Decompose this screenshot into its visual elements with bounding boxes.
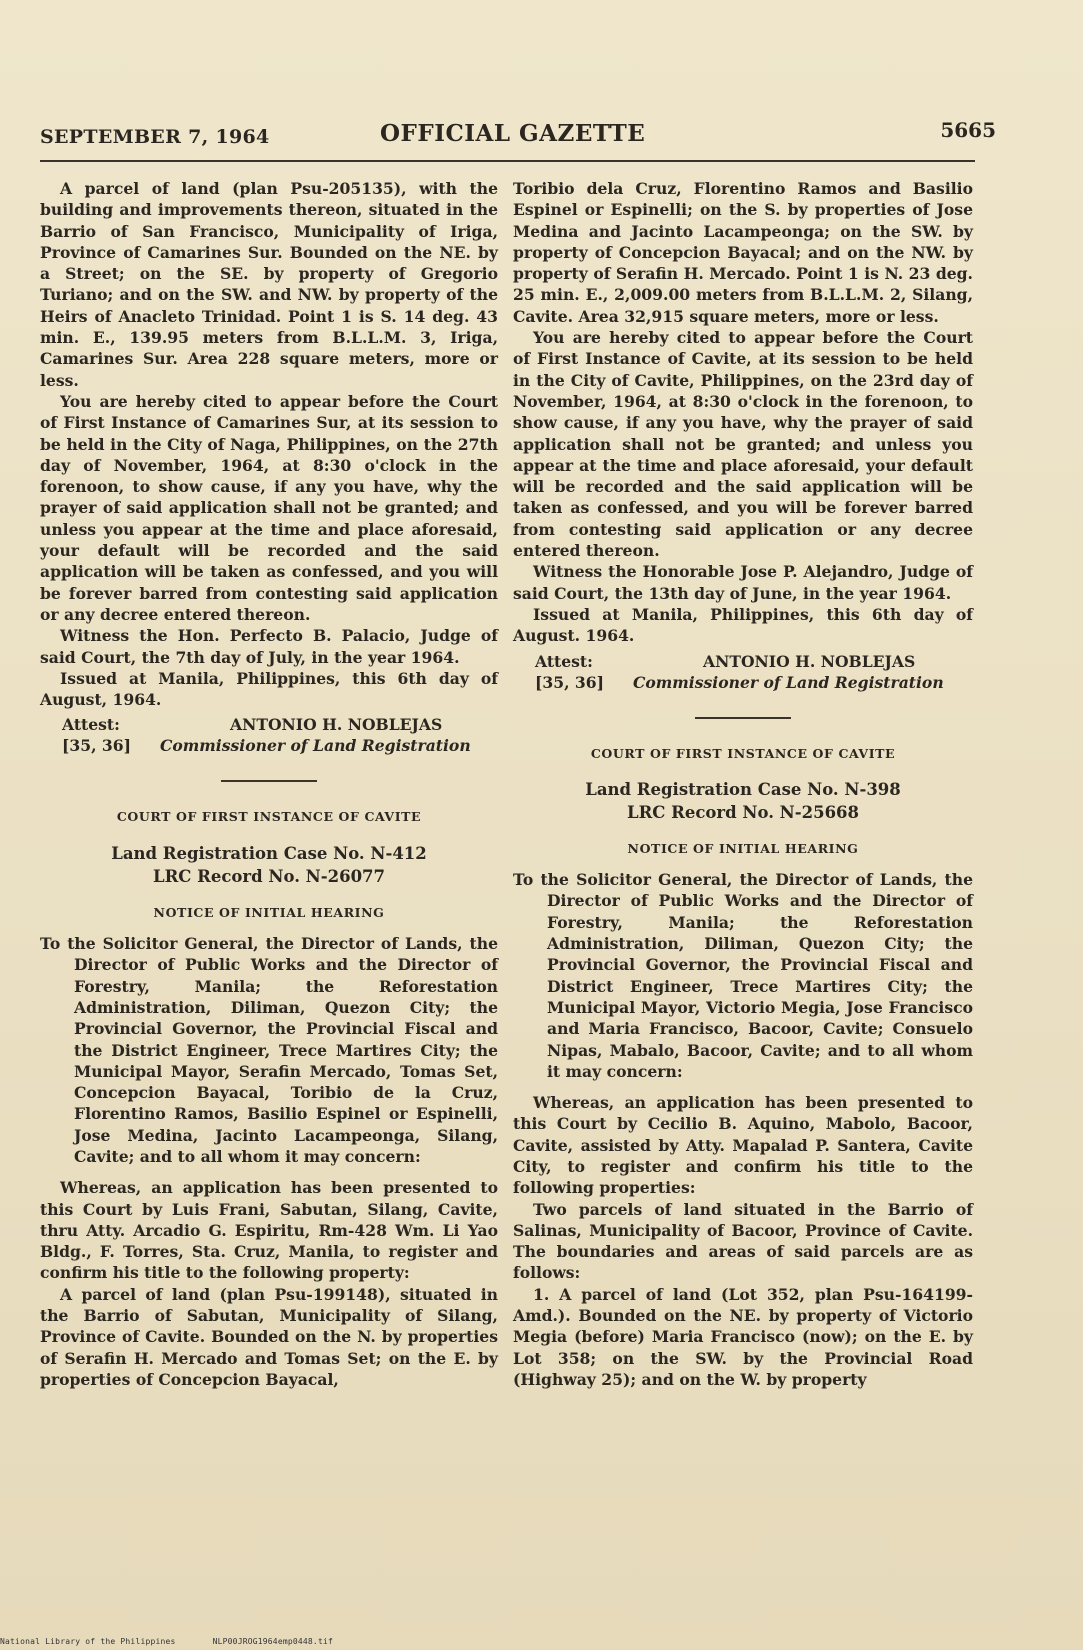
addressees: To the Solicitor General, the Director of Lands, the Director of Public Works and the Director of Forestry, Manila; the Reforestation Administration, Diliman, Quezon City; the Provincial Governor, the Provincial Fiscal and District Engineer, Trece Martires City; the Municipal Mayor, Victorio Megia, Jose Francisco and Maria Francisco, Bacoor, Cavite; Consuelo Nipas, Mabalo, Bacoor, Cavite; and to all whom it may concern: <box>513 870 973 1081</box>
right-column <box>513 178 973 1390</box>
attest-name: ANTONIO H. NOBLEJAS <box>230 715 443 735</box>
addressees: To the Solicitor General, the Director of Lands, the Director of Public Works and the Director of Forestry, Manila; the Reforestation Administration, Diliman, Quezon City; the Provincial Governor, the Provincial Fiscal and the District Engineer, Trece Martires City; the Municipal Mayor, Serafin Mercado, Tomas Set, Concepcion Bayacal, Toribio de la Cruz, Florentino Ramos, Basilio Espinel or Espinelli, Jose Medina, Jacinto Lacampeonga, Silang, Cavite; and to all whom it may concern: <box>40 934 498 1166</box>
paragraph: Two parcels of land situated in the Barrio of Salinas, Municipality of Bacoor, Province of Cavite. The boundaries and areas of said parcels are as follows: <box>513 1199 973 1283</box>
court-heading: COURT OF FIRST INSTANCE OF CAVITE <box>116 809 422 825</box>
case-number: Land Registration Case No. N-412 <box>111 843 427 863</box>
attest-label: Attest: <box>535 651 593 671</box>
attest-ref: [35, 36] <box>62 736 132 756</box>
paragraph: Witness the Hon. Perfecto B. Palacio, Judge of said Court, the 7th day of July, in the year 1964. <box>40 626 498 667</box>
file-name: NLP00JROG1964emp0448.tif <box>212 1637 334 1646</box>
paragraph: Issued at Manila, Philippines, this 6th day of August, 1964. <box>40 668 498 710</box>
library-credit: National Library of the Philippines <box>0 1637 176 1646</box>
paragraph: Whereas, an application has been presented to this Court by Cecilio B. Aquino, Mabolo, Bacoor, Cavite, assisted by Atty. Mapalad P. Santera, Cavite City, to register and confirm his title to the following properties: <box>513 1093 973 1198</box>
attestation <box>513 651 973 695</box>
notice-heading: NOTICE OF INITIAL HEARING <box>627 840 859 856</box>
attest-label: Attest: <box>62 715 120 735</box>
court-heading: COURT OF FIRST INSTANCE OF CAVITE <box>590 745 896 761</box>
case-number: Land Registration Case No. N-398 <box>585 779 901 799</box>
page-header <box>40 118 996 158</box>
attestation <box>40 714 498 758</box>
section-separator <box>221 780 317 782</box>
paragraph: 1. A parcel of land (Lot 352, plan Psu-164199-Amd.). Bounded on the NE. by property of Victorio Megia (before) Maria Francisco (now); on the E. by Lot 358; on the SW. by the Provincial Road (Highway 25); and on the W. by property <box>513 1284 973 1389</box>
attest-name: ANTONIO H. NOBLEJAS <box>703 651 916 671</box>
scan-footer <box>0 1637 365 1646</box>
record-number: LRC Record No. N-26077 <box>152 866 386 886</box>
section-separator <box>695 717 791 719</box>
publication-title: OFFICIAL GAZETTE <box>380 120 646 147</box>
paragraph: Whereas, an application has been presented to this Court by Luis Frani, Sabutan, Silang, Cavite, thru Atty. Arcadio G. Espiritu, Rm-428 Wm. Li Yao Bldg., F. Torres, Sta. Cruz, Manila, to register and confirm his title to the following property: <box>40 1178 498 1283</box>
left-column <box>40 178 498 1390</box>
paragraph: Witness the Honorable Jose P. Alejandro, Judge of said Court, the 13th day of June, in the year 1964. <box>513 562 973 603</box>
paragraph: You are hereby cited to appear before the Court of First Instance of Cavite, at its session to be held in the City of Cavite, Philippines, on the 23rd day of November, 1964, at 8:30 o'clock in the forenoon, to show cause, if any you have, why the prayer of said application shall not be granted; and unless you appear at the time and place aforesaid, your default will be recorded and the said application will be taken as confessed, and you will be forever barred from contesting said application or any decree entered thereon. <box>513 328 973 561</box>
notice-heading: NOTICE OF INITIAL HEARING <box>153 904 385 920</box>
record-number: LRC Record No. N-25668 <box>626 802 860 822</box>
attest-title: Commissioner of Land Registration <box>633 672 944 692</box>
page-number: 5665 <box>940 118 996 142</box>
paragraph: A parcel of land (plan Psu-205135), with the building and improvements thereon, situated in the Barrio of San Francisco, Municipality of Iriga, Province of Camarines Sur. Bounded on the NE. by a Street; on the SE. by property of Gregorio Turiano; and on the SW. and NW. by property of the Heirs of Anacleto Trinidad. Point 1 is S. 14 deg. 43 min. E., 139.95 meters from B.L.L.M. 3, Iriga, Camarines Sur. Area 228 square meters, more or less. <box>40 179 498 390</box>
issue-date: SEPTEMBER 7, 1964 <box>40 126 270 148</box>
paragraph: You are hereby cited to appear before the Court of First Instance of Camarines Sur, at its session to be held in the City of Naga, Philippines, on the 27th day of November, 1964, at 8:30 o'clock in the forenoon, to show cause, if any you have, why the prayer of said application shall not be granted; and unless you appear at the time and place aforesaid, your default will be recorded and the said application will be taken as confessed, and you will be forever barred from contesting said application or any decree entered thereon. <box>40 391 498 624</box>
attest-title: Commissioner of Land Registration <box>160 736 471 756</box>
paragraph: Toribio dela Cruz, Florentino Ramos and Basilio Espinel or Espinelli; on the S. by properties of Jose Medina and Jacinto Lacampeonga; on the SW. by property of Concepcion Bayacal; and on the NW. by property of Serafin H. Mercado. Point 1 is N. 23 deg. 25 min. E., 2,009.00 meters from B.L.L.M. 2, Silang, Cavite. Area 32,915 square meters, more or less. <box>513 179 973 326</box>
paragraph: Issued at Manila, Philippines, this 6th day of August. 1964. <box>513 604 973 646</box>
header-rule <box>40 160 975 162</box>
attest-ref: [35, 36] <box>535 672 605 692</box>
paragraph: A parcel of land (plan Psu-199148), situated in the Barrio of Sabutan, Municipality of Silang, Province of Cavite. Bounded on the N. by properties of Serafin H. Mercado and Tomas Set; on the E. by properties of Concepcion Bayacal, <box>40 1284 498 1389</box>
